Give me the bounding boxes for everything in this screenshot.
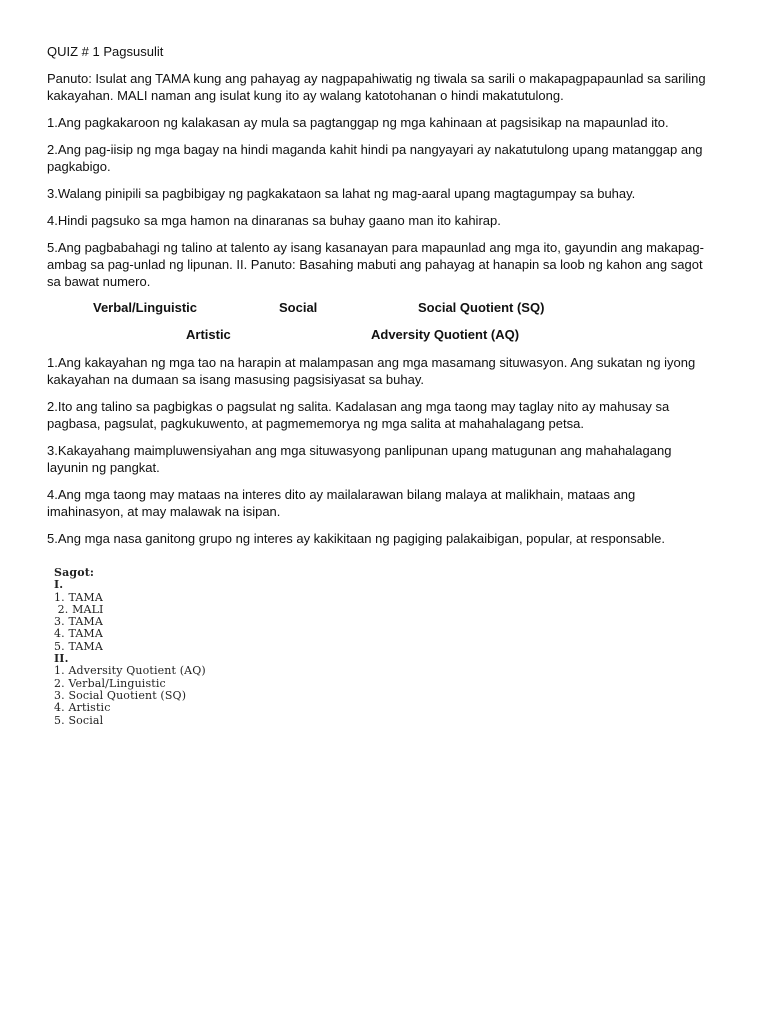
answer-part1-4: 4. TAMA xyxy=(54,627,103,641)
answer-part1-3: 3. TAMA xyxy=(54,615,103,629)
choice-social: Social xyxy=(279,300,318,315)
part2-item-3: 3.Kakayahang maimpluwensiyahan ang mga situwasyong panlipunan upang matugunan ang mahahalagang layunin ng pangkat. xyxy=(47,443,672,475)
part1-item-3: 3.Walang pinipili sa pagbibigay ng pagkakataon sa lahat ng mag-aaral upang magtagumpay sa buhay. xyxy=(47,186,636,201)
part1-item-4: 4.Hindi pagsuko sa mga hamon na dinaranas sa buhay gaano man ito kahirap. xyxy=(47,213,501,228)
answer-key-part2-label: II. xyxy=(54,652,69,666)
part2-item-4: 4.Ang mga taong may mataas na interes dito ay mailalarawan bilang malaya at malikhain, mataas ang imahinasyon, at may malawak na isipan. xyxy=(47,487,636,519)
choice-adversity-quotient: Adversity Quotient (AQ) xyxy=(371,327,520,342)
answer-key xyxy=(54,567,314,727)
answer-part2-3: 3. Social Quotient (SQ) xyxy=(54,688,187,702)
choice-social-quotient: Social Quotient (SQ) xyxy=(418,300,545,315)
part1-item-5: 5.Ang pagbabahagi ng talino at talento ay isang kasanayan para mapaunlad ang mga ito, gayundin ang makapag-ambag sa pag-unlad ng lipunan. II. Panuto: Basahing mabuti ang pahayag at hanapin sa loob ng kahon ang sagot sa bawat numero. xyxy=(47,240,704,289)
choice-artistic: Artistic xyxy=(186,327,231,342)
part1-item-1: 1.Ang pagkakaroon ng kalakasan ay mula sa pagtanggap ng mga kahinaan at pagsisikap na mapaunlad ito. xyxy=(47,115,669,130)
part2-item-2: 2.Ito ang talino sa pagbigkas o pagsulat ng salita. Kadalasan ang mga taong may taglay nito ay mahusay sa pagbasa, pagsulat, pagkukuwento, at pagmememorya ng mga salita at mahahalagang petsa. xyxy=(47,399,670,431)
answer-choices-box xyxy=(47,300,715,354)
answer-part2-2: 2. Verbal/Linguistic xyxy=(54,676,166,690)
answer-part2-5: 5. Social xyxy=(54,713,104,727)
answer-part2-4: 4. Artistic xyxy=(54,701,111,715)
quiz-document xyxy=(47,43,715,557)
part1-item-2: 2.Ang pag-iisip ng mga bagay na hindi maganda kahit hindi pa nangyayari ay nakatutulong upang matanggap ang pagkabigo. xyxy=(47,142,703,174)
quiz-title: QUIZ # 1 Pagsusulit xyxy=(47,44,164,59)
answer-part1-5: 5. TAMA xyxy=(54,639,103,653)
part2-item-5: 5.Ang mga nasa ganitong grupo ng interes ay kakikitaan ng pagiging palakaibigan, popular, at responsable. xyxy=(47,531,665,546)
part1-instructions: Panuto: Isulat ang TAMA kung ang pahayag ay nagpapahiwatig ng tiwala sa sarili o makapagpapaunlad sa sariling kakayahan. MALI naman ang isulat kung ito ay walang katotohanan o hindi makatutulong. xyxy=(47,71,706,103)
answer-part1-1: 1. TAMA xyxy=(54,590,103,604)
answer-key-part1-label: I. xyxy=(54,578,64,592)
part2-item-1: 1.Ang kakayahan ng mga tao na harapin at malampasan ang mga masamang situwasyon. Ang sukatan ng iyong kakayahan na dumaan sa isang masusing pagsisiyasat sa buhay. xyxy=(47,355,696,387)
answer-part1-2: 2. MALI xyxy=(54,602,104,616)
answer-part2-1: 1. Adversity Quotient (AQ) xyxy=(54,664,206,678)
answer-key-heading: Sagot: xyxy=(54,566,95,579)
choice-verbal-linguistic: Verbal/Linguistic xyxy=(93,300,198,315)
